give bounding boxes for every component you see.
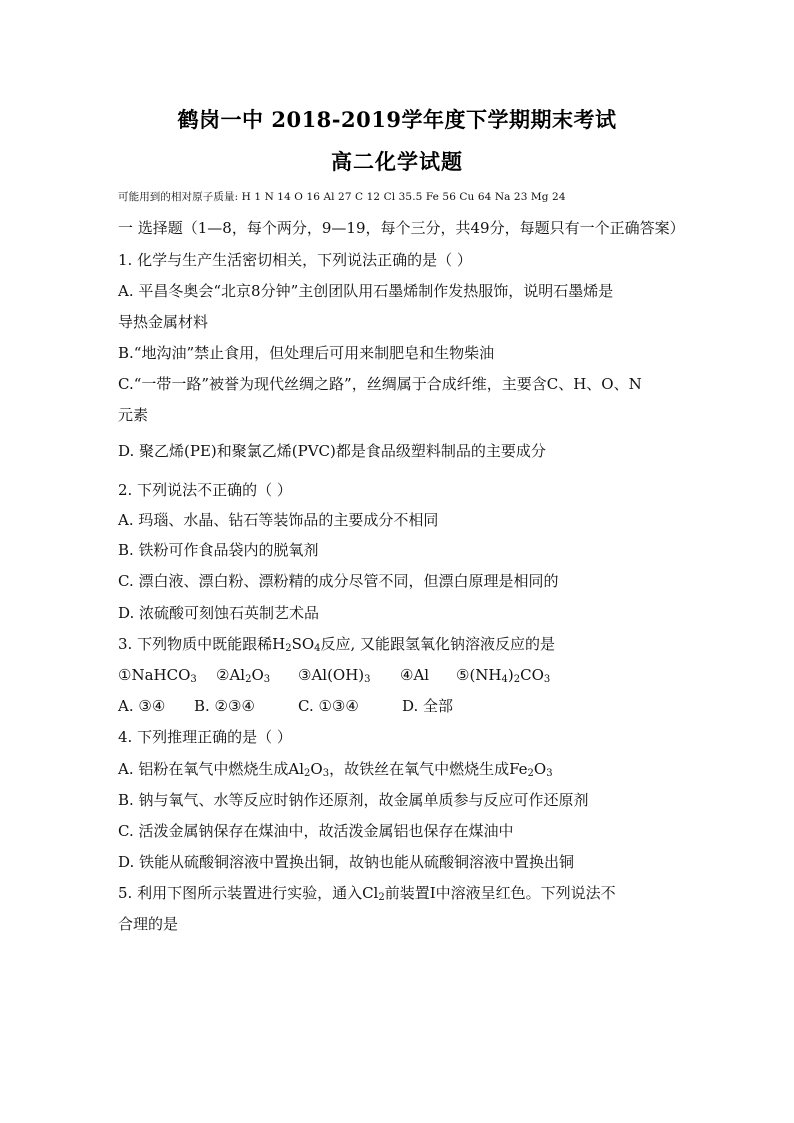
- q1-option-a-line2: 导热金属材料: [118, 313, 209, 331]
- q5-stem-line1: [118, 883, 680, 903]
- q1-option-c-line2: 元素: [118, 406, 149, 424]
- q4-a-prefix: A. 铝粉在氧气中燃烧生成Al: [118, 760, 304, 778]
- q1-option-c-line1: C.“一带一路”被誉为现代丝绸之路”，丝绸属于合成纤维，主要含C、H、O、N: [118, 375, 642, 393]
- q3-item-2-text: ②Al: [216, 666, 246, 684]
- q3-item-5-end: CO: [520, 666, 544, 684]
- section-heading: 一 选择题（1—8，每个两分，9—19，每个三分，共49分，每题只有一个正确答案）: [118, 219, 685, 237]
- q4-stem: 4. 下列推理正确的是（ ）: [118, 728, 292, 746]
- q2-option-b: B. 铁粉可作食品袋内的脱氧剂: [118, 541, 319, 559]
- q4-option-c: C. 活泼金属钠保存在煤油中，故活泼金属铝也保存在煤油中: [118, 822, 514, 840]
- q3-stem: [118, 634, 680, 654]
- q3-item-3-text: ③Al(OH): [298, 666, 365, 684]
- q4-a-sub2: 3: [322, 768, 330, 779]
- q4-a-middle-text: ，故铁丝在氧气中燃烧生成Fe: [329, 760, 528, 778]
- q3-item-5-mid: ): [507, 666, 514, 684]
- q3-item-3: [298, 665, 400, 685]
- q3-item-2-sub2: 3: [263, 674, 271, 685]
- q2-option-c: C. 漂白液、漂白粉、漂粉精的成分尽管不同，但漂白原理是相同的: [118, 572, 559, 590]
- q4-a-sub3: 2: [527, 768, 534, 779]
- q3-formula-so: SO: [291, 635, 315, 653]
- q3-formula-h-sub: 2: [285, 643, 292, 654]
- q3-formula-h: H: [272, 635, 286, 653]
- q2-option-a: A. 玛瑙、水晶、钻石等装饰品的主要成分不相同: [118, 511, 439, 529]
- q4-a-sub4: 3: [546, 768, 553, 779]
- q5-stem-sub: 2: [378, 892, 385, 903]
- q4-a-end: O: [533, 760, 547, 778]
- q1-option-d: D. 聚乙烯(PE)和聚氯乙烯(PVC)都是食品级塑料制品的主要成分: [118, 442, 546, 460]
- q3-option-a: A. ③④: [118, 697, 166, 715]
- q5-stem-suffix: 前装置Ⅰ中溶液呈红色。下列说法不: [384, 884, 616, 902]
- q1-stem: 1. 化学与生产生活密切相关，下列说法正确的是（ ）: [118, 251, 472, 269]
- q3-options: [118, 696, 680, 716]
- q3-item-2-sub1: 2: [245, 674, 252, 685]
- q2-option-d: D. 浓硫酸可刻蚀石英制艺术品: [118, 604, 320, 622]
- q3-item-1-text: ①NaHCO: [118, 666, 191, 684]
- q3-item-5-text: ⑤(NH: [456, 666, 502, 684]
- q3-item-3-sub: 3: [364, 674, 371, 685]
- q2-stem: 2. 下列说法不正确的（ ）: [118, 481, 292, 499]
- atomic-mass-note: 可能用到的相对原子质量: H 1 N 14 O 16 Al 27 C 12 Cl 35.5 Fe 56 Cu 64 Na 23 Mg 24: [118, 191, 566, 203]
- q3-item-1: [118, 665, 216, 685]
- q3-item-5-sub2: 2: [513, 674, 521, 685]
- q4-option-d: D. 铁能从硫酸铜溶液中置换出铜，故钠也能从硫酸铜溶液中置换出铜: [118, 853, 575, 871]
- q4-option-b: B. 钠与氧气、水等反应时钠作还原剂，故金属单质参与反应可作还原剂: [118, 791, 589, 809]
- q3-option-b: B. ②③④: [194, 697, 255, 715]
- q4-a-sub1: 2: [304, 768, 311, 779]
- q3-option-d: D. 全部: [402, 697, 454, 715]
- q3-option-c: C. ①③④: [298, 697, 359, 715]
- exam-title: 鹤岗一中 2018-2019学年度下学期期末考试: [177, 107, 617, 132]
- q1-option-a-line1: A. 平昌冬奥会“北京8分钟”主创团队用石墨烯制作发热服饰，说明石墨烯是: [118, 282, 614, 300]
- q3-items: [118, 665, 680, 685]
- q3-item-5-sub3: 3: [543, 674, 551, 685]
- q3-item-5: [456, 665, 550, 685]
- q3-item-4-text: ④Al: [400, 666, 430, 684]
- q3-stem-suffix: 反应, 又能跟氢氧化钠溶液反应的是: [320, 635, 556, 653]
- q1-option-b: B.“地沟油”禁止食用，但处理后可用来制肥皂和生物柴油: [118, 344, 495, 362]
- q5-stem-prefix: 5. 利用下图所示装置进行实验，通入Cl: [118, 884, 379, 902]
- q3-stem-prefix: 3. 下列物质中既能跟稀: [118, 635, 273, 653]
- q3-item-1-sub: 3: [190, 674, 197, 685]
- q5-stem-line2: 合理的是: [118, 915, 179, 933]
- q3-item-5-sub1: 4: [501, 674, 508, 685]
- exam-subtitle: 高二化学试题: [331, 149, 463, 174]
- q3-formula-so-sub: 4: [314, 643, 321, 654]
- q3-item-2: [216, 665, 298, 685]
- q4-option-a: [118, 759, 680, 779]
- q3-item-4: [400, 665, 456, 685]
- q4-a-mid: O: [310, 760, 323, 778]
- q3-item-2-mid: O: [251, 666, 264, 684]
